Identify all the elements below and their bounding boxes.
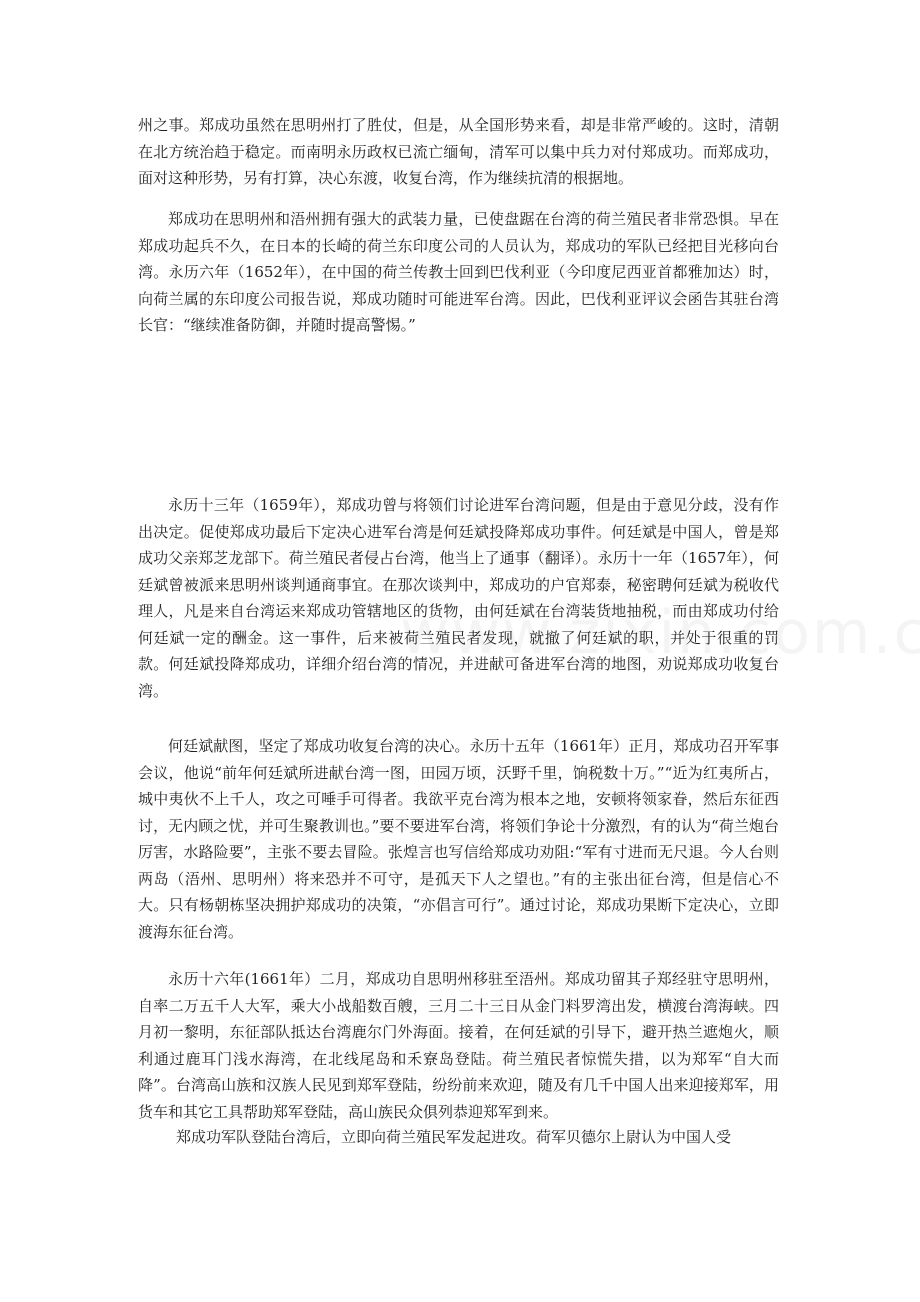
paragraph-4: 何廷斌献图，坚定了郑成功收复台湾的决心。永历十五年（1661年）正月，郑成功召开军事会议，他说“前年何廷斌所进献台湾一图，田园万顷，沃野千里，饷税数十万。”“近为红夷所占，城中夷伙不上千人，攻之可唾手可得者。我欲平克台湾为根本之地，安顿将领家眷，然后东征西讨，无内顾之忧，并可生聚教训也。”要不要进军台湾，将领们争论十分激烈，有的认为“荷兰炮台厉害，水路险要”，主张不要去冒险。张煌言也写信给郑成功劝阻:“军有寸进而无尺退。今人台则两岛（浯州、思明州）将来恐并不可守，是孤天下人之望也。”有的主张出征台湾，但是信心不大。只有杨朝栋坚决拥护郑成功的决策，“亦倡言可行”。通过讨论，郑成功果断下定决心，立即渡海东征台湾。: [138, 737, 779, 941]
paragraph-3: 永历十三年（1659年），郑成功曾与将领们讨论进军台湾问题，但是由于意见分歧，没有作出决定。促使郑成功最后下定决心进军台湾是何廷斌投降郑成功事件。何廷斌是中国人，曾是郑成功父亲郑芝龙部下。荷兰殖民者侵占台湾，他当上了通事（翻译）。永历十一年（1657年），何廷斌曾被派来思明州谈判通商事宜。在那次谈判中，郑成功的户官郑泰，秘密聘何廷斌为税收代理人，凡是来自台湾运来郑成功管辖地区的货物，由何廷斌在台湾装货地抽税，而由郑成功付给何廷斌一定的酬金。这一事件，后来被荷兰殖民者发现，就撤了何廷斌的职，并处于很重的罚款。何廷斌投降郑成功，详细介绍台湾的情况，并进献可备进军台湾的地图，劝说郑成功收复台湾。: [138, 496, 779, 700]
paragraph-2: 郑成功在思明州和浯州拥有强大的武装力量，已使盘踞在台湾的荷兰殖民者非常恐惧。早在郑成功起兵不久，在日本的长崎的荷兰东印度公司的人员认为，郑成功的军队已经把目光移向台湾。永历六年（1652年），在中国的荷兰传教士回到巴伐利亚（今印度尼西亚首都雅加达）时，向荷兰属的东印度公司报告说，郑成功随时可能进军台湾。因此，巴伐利亚评议会函告其驻台湾长官：“继续准备防御，并随时提高警惕。”: [138, 210, 779, 334]
paragraph-1: 州之事。郑成功虽然在思明州打了胜仗，但是，从全国形势来看，却是非常严峻的。这时，清朝在北方统治趋于稳定。而南明永历政权已流亡缅甸，清军可以集中兵力对付郑成功。而郑成功，面对这种形势，另有打算，决心东渡，收复台湾，作为继续抗清的根据地。: [138, 116, 779, 187]
paragraph-5: 永历十六年(1661年）二月，郑成功自思明州移驻至浯州。郑成功留其子郑经驻守思明州，自率二万五千人大军，乘大小战船数百艘，三月二十三日从金门料罗湾出发，横渡台湾海峡。四月初一黎明，东征部队抵达台湾鹿尔门外海面。接着，在何廷斌的引导下，避开热兰遮炮火，顺利通过鹿耳门浅水海湾，在北线尾岛和禾寮岛登陆。荷兰殖民者惊慌失措，以为郑军“自大而降”。台湾高山族和汉族人民见到郑军登陆，纷纷前来欢迎，随及有几千中国人出来迎接郑军，用货车和其它工具帮助郑军登陆，高山族民众俱列恭迎郑军到来。: [138, 970, 779, 1121]
paragraph-6: 郑成功军队登陆台湾后，立即向荷兰殖民军发起进攻。荷军贝德尔上尉认为中国人受: [176, 1128, 732, 1146]
